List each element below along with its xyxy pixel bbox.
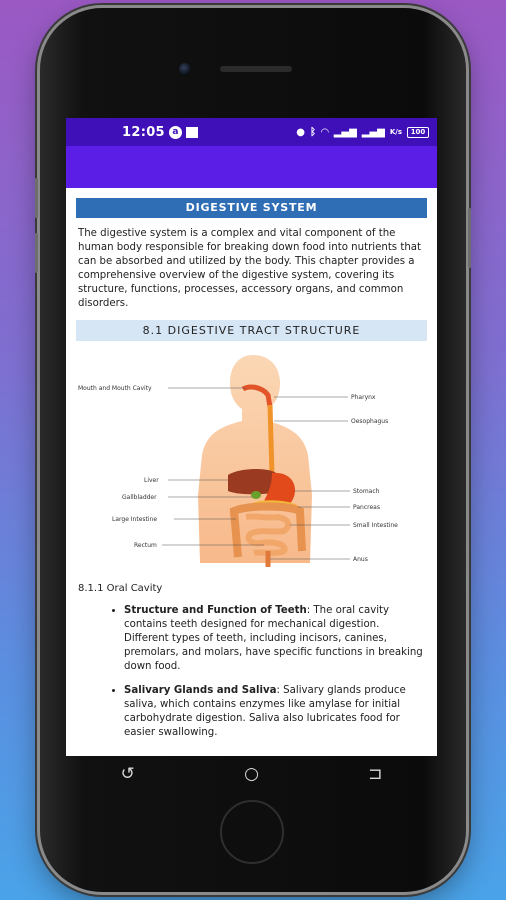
phone-frame <box>40 8 466 892</box>
bullet-text: : The oral cavity contains teeth designed for mechanical digestion. Different types of teeth, including incisors, canines, premolars, and molars, have specific functions in breaking down food. <box>124 605 423 672</box>
status-bar <box>66 118 437 146</box>
navigation-bar <box>66 756 437 792</box>
label-large-intestine: Large Intestine <box>112 516 158 523</box>
bullet-text: : Salivary glands produce saliva, which contains enzymes like amylase for initial carbohydrate digestion. Saliva also lubricates food for easier swallowing. <box>124 685 406 738</box>
notification-icon: a <box>169 126 182 139</box>
status-time: 12:05 <box>122 124 165 140</box>
label-gallbladder: Gallbladder <box>122 494 157 501</box>
net-speed: K/s <box>389 128 402 136</box>
label-pharynx: Pharynx <box>351 394 376 401</box>
label-small-intestine: Small Intestine <box>353 522 398 529</box>
power-button <box>468 208 471 268</box>
label-stomach: Stomach <box>353 488 380 495</box>
back-icon[interactable]: ↺ <box>120 764 135 784</box>
subsection-title: 8.1.1 Oral Cavity <box>78 583 163 594</box>
list-item <box>124 604 427 674</box>
list-item <box>124 684 427 740</box>
signal-icon: ▂▄▆ <box>333 126 357 138</box>
label-liver: Liver <box>144 477 159 484</box>
body-illustration <box>78 345 428 577</box>
signal-icon-2: ▂▄▆ <box>361 126 385 138</box>
screen <box>66 118 437 756</box>
app-bar <box>66 146 437 188</box>
intro-paragraph: The digestive system is a complex and vital component of the human body responsible for breaking down food into nutrients that can be absorbed and utilized by the body. This chapter provides a comprehensive overview of the digestive system, covering its structure, functions, processes, accessory organs, and common disorders. <box>78 228 422 309</box>
label-anus: Anus <box>353 556 368 563</box>
physical-home-button[interactable] <box>220 800 284 864</box>
section-title: 8.1 DIGESTIVE TRACT STRUCTURE <box>76 320 427 341</box>
recents-icon[interactable]: ⊐ <box>368 764 383 784</box>
label-pancreas: Pancreas <box>353 504 380 511</box>
front-camera <box>179 63 191 75</box>
volume-down-button <box>35 233 38 273</box>
page-title: DIGESTIVE SYSTEM <box>76 198 427 218</box>
earpiece-speaker <box>220 66 292 72</box>
home-icon[interactable]: ○ <box>244 764 259 784</box>
content-area[interactable] <box>66 188 437 740</box>
label-rectum: Rectum <box>134 542 157 549</box>
wifi-icon: ◠ <box>320 126 329 138</box>
label-oesophagus: Oesophagus <box>351 418 389 425</box>
bullet-term: Structure and Function of Teeth <box>124 605 307 616</box>
screenshot-icon <box>186 127 198 138</box>
volume-up-button <box>35 178 38 218</box>
message-icon: ● <box>296 126 305 138</box>
digestive-diagram <box>78 345 427 577</box>
bullet-term: Salivary Glands and Saliva <box>124 685 277 696</box>
label-mouth: Mouth and Mouth Cavity <box>78 385 152 392</box>
bullet-list <box>78 604 427 740</box>
battery-icon: 100 <box>407 127 429 138</box>
bluetooth-icon: ᛒ <box>309 126 316 138</box>
